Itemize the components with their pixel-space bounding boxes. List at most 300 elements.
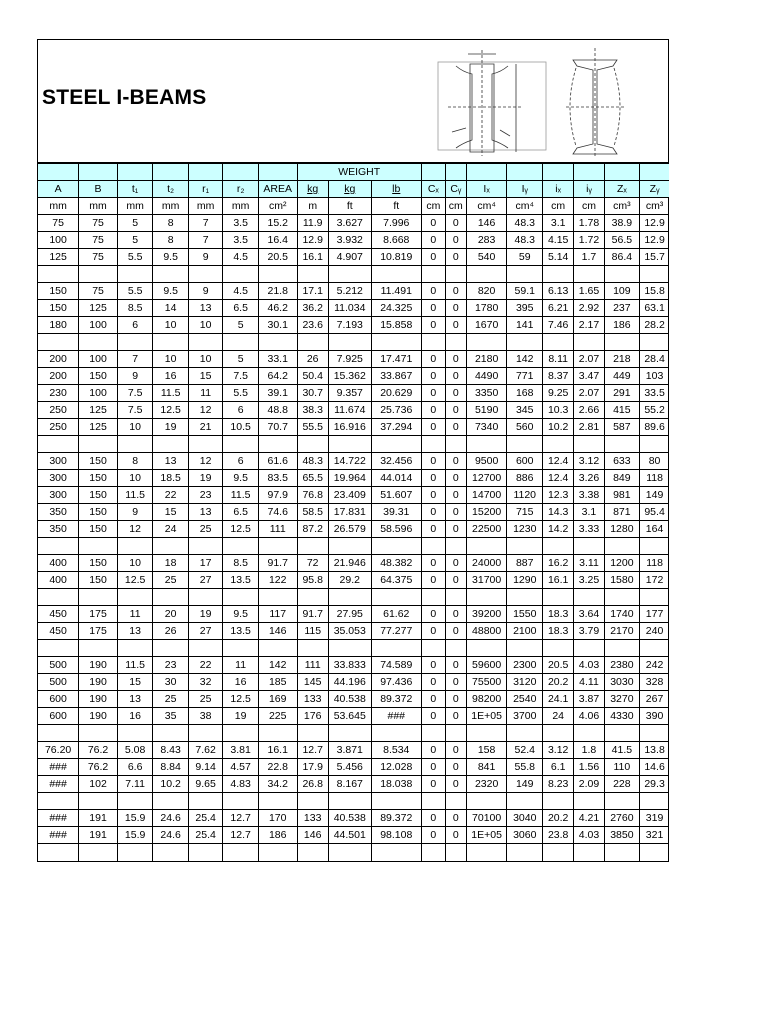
column-unit: cm⁴ (507, 198, 543, 215)
table-cell: 97.436 (371, 674, 421, 691)
table-cell: 1120 (507, 487, 543, 504)
table-cell: 10.819 (371, 249, 421, 266)
table-cell: 48.382 (371, 555, 421, 572)
blank-cell (153, 334, 189, 351)
table-cell: 75 (79, 283, 118, 300)
table-cell: 0 (421, 674, 445, 691)
table-cell: 9.5 (153, 283, 189, 300)
blank-cell (421, 266, 445, 283)
table-cell: 53.645 (328, 708, 371, 725)
table-row (38, 674, 669, 691)
blank-cell (507, 334, 543, 351)
table-cell: 319 (640, 810, 669, 827)
table-cell: 7.5 (223, 368, 259, 385)
table-cell: 2.92 (574, 300, 604, 317)
table-cell: 44.196 (328, 674, 371, 691)
table-cell: 125 (79, 402, 118, 419)
table-cell: 175 (79, 623, 118, 640)
table-cell: 23.6 (297, 317, 328, 334)
blank-cell (604, 844, 640, 861)
table-cell: 27 (188, 572, 222, 589)
table-cell: 600 (38, 708, 79, 725)
table-cell: 55.5 (297, 419, 328, 436)
table-cell: 771 (507, 368, 543, 385)
table-cell: 25.4 (188, 810, 222, 827)
header-empty-cell (188, 164, 222, 181)
table-row (38, 453, 669, 470)
table-cell: 7 (188, 215, 222, 232)
table-cell: 0 (445, 776, 466, 793)
table-cell: 89.6 (640, 419, 669, 436)
table-cell: 74.6 (258, 504, 297, 521)
table-cell: 91.7 (258, 555, 297, 572)
header-empty-cell (604, 164, 640, 181)
table-cell: 21.946 (328, 555, 371, 572)
table-cell: 16.2 (543, 555, 574, 572)
blank-cell (640, 725, 669, 742)
blank-cell (117, 793, 153, 810)
table-cell: 3.1 (543, 215, 574, 232)
column-unit: cm (421, 198, 445, 215)
table-cell: 450 (38, 623, 79, 640)
table-cell: 190 (79, 691, 118, 708)
table-cell: 33.833 (328, 657, 371, 674)
table-cell: 118 (640, 555, 669, 572)
blank-cell (466, 334, 507, 351)
table-cell: 87.2 (297, 521, 328, 538)
table-cell: 20.5 (543, 657, 574, 674)
table-cell: 86.4 (604, 249, 640, 266)
table-cell: 35.053 (328, 623, 371, 640)
table-cell: 11.5 (223, 487, 259, 504)
table-cell: 0 (445, 232, 466, 249)
blank-cell (604, 640, 640, 657)
blank-cell (466, 589, 507, 606)
table-cell: 2.81 (574, 419, 604, 436)
table-cell: 13.5 (223, 572, 259, 589)
table-cell: ### (371, 708, 421, 725)
table-cell: 10 (117, 419, 153, 436)
table-cell: 9.14 (188, 759, 222, 776)
table-cell: 6.5 (223, 300, 259, 317)
header-empty-cell (153, 164, 189, 181)
blank-row (38, 640, 669, 657)
blank-cell (117, 725, 153, 742)
table-cell: 17.831 (328, 504, 371, 521)
blank-cell (297, 334, 328, 351)
table-cell: 122 (258, 572, 297, 589)
table-cell: 12.4 (543, 470, 574, 487)
table-cell: 30.1 (258, 317, 297, 334)
table-cell: 871 (604, 504, 640, 521)
blank-cell (258, 436, 297, 453)
table-cell: 38 (188, 708, 222, 725)
table-cell: 46.2 (258, 300, 297, 317)
table-cell: 3.5 (223, 232, 259, 249)
table-cell: 39200 (466, 606, 507, 623)
table-row (38, 504, 669, 521)
blank-cell (445, 640, 466, 657)
blank-cell (543, 589, 574, 606)
column-header: t₁ (117, 181, 153, 198)
table-cell: 30.7 (297, 385, 328, 402)
blank-cell (421, 589, 445, 606)
blank-cell (574, 538, 604, 555)
blank-cell (445, 793, 466, 810)
column-header: Cᵧ (445, 181, 466, 198)
table-row (38, 657, 669, 674)
table-cell: 0 (445, 283, 466, 300)
table-cell: 176 (297, 708, 328, 725)
table-cell: 4.83 (223, 776, 259, 793)
table-cell: 8 (117, 453, 153, 470)
table-cell: 450 (38, 606, 79, 623)
table-cell: 16 (117, 708, 153, 725)
table-cell: 26 (297, 351, 328, 368)
table-cell: 37.294 (371, 419, 421, 436)
blank-cell (466, 266, 507, 283)
table-cell: 0 (445, 657, 466, 674)
blank-cell (640, 793, 669, 810)
table-cell: 0 (421, 419, 445, 436)
table-cell: 48.3 (507, 232, 543, 249)
table-cell: ### (38, 810, 79, 827)
table-cell: 10 (117, 555, 153, 572)
blank-cell (507, 793, 543, 810)
table-cell: 150 (38, 283, 79, 300)
table-cell: 32 (188, 674, 222, 691)
table-cell: 0 (445, 810, 466, 827)
column-header: lb (371, 181, 421, 198)
table-cell: 8 (153, 215, 189, 232)
table-cell: 19 (223, 708, 259, 725)
blank-cell (543, 640, 574, 657)
table-cell: 150 (79, 521, 118, 538)
table-cell: 0 (421, 691, 445, 708)
blank-cell (466, 640, 507, 657)
table-cell: 180 (38, 317, 79, 334)
table-cell: 64.2 (258, 368, 297, 385)
blank-cell (328, 538, 371, 555)
table-cell: 3120 (507, 674, 543, 691)
blank-cell (466, 793, 507, 810)
table-row (38, 606, 669, 623)
table-cell: 190 (79, 674, 118, 691)
table-cell: 12.5 (223, 521, 259, 538)
table-cell: 15.7 (640, 249, 669, 266)
header-empty-cell (466, 164, 507, 181)
table-cell: 0 (445, 300, 466, 317)
blank-cell (79, 538, 118, 555)
table-cell: 11.674 (328, 402, 371, 419)
table-cell: 27 (188, 623, 222, 640)
table-cell: 0 (421, 300, 445, 317)
table-cell: 16 (153, 368, 189, 385)
blank-cell (223, 640, 259, 657)
table-cell: 14.2 (543, 521, 574, 538)
table-cell: 15.362 (328, 368, 371, 385)
table-cell: 3.26 (574, 470, 604, 487)
blank-cell (640, 266, 669, 283)
table-cell: 12 (188, 402, 222, 419)
table-cell: 15.9 (117, 827, 153, 844)
table-cell: 820 (466, 283, 507, 300)
table-cell: 0 (421, 317, 445, 334)
blank-cell (543, 844, 574, 861)
table-cell: 172 (640, 572, 669, 589)
table-cell: 0 (445, 487, 466, 504)
table-cell: 18.5 (153, 470, 189, 487)
table-cell: 8.5 (223, 555, 259, 572)
blank-cell (507, 538, 543, 555)
table-cell: 24000 (466, 555, 507, 572)
table-cell: 0 (421, 827, 445, 844)
table-cell: 0 (445, 521, 466, 538)
table-cell: 10.3 (543, 402, 574, 419)
table-row (38, 419, 669, 436)
table-cell: 48800 (466, 623, 507, 640)
table-cell: 9.65 (188, 776, 222, 793)
table-cell: 13 (188, 300, 222, 317)
table-cell: 150 (79, 487, 118, 504)
table-cell: 15 (188, 368, 222, 385)
table-cell: 75 (79, 249, 118, 266)
table-cell: 23 (153, 657, 189, 674)
blank-cell (371, 844, 421, 861)
table-cell: 38.9 (604, 215, 640, 232)
table-cell: 146 (297, 827, 328, 844)
table-row (38, 521, 669, 538)
table-cell: 55.2 (640, 402, 669, 419)
column-header: Iᵧ (507, 181, 543, 198)
table-cell: 190 (79, 657, 118, 674)
table-cell: 44.014 (371, 470, 421, 487)
table-cell: 0 (421, 504, 445, 521)
table-row (38, 742, 669, 759)
blank-cell (640, 436, 669, 453)
table-cell: 48.8 (258, 402, 297, 419)
blank-cell (79, 844, 118, 861)
table-cell: 400 (38, 555, 79, 572)
table-cell: 19.964 (328, 470, 371, 487)
blank-cell (640, 844, 669, 861)
table-cell: 500 (38, 657, 79, 674)
table-cell: 887 (507, 555, 543, 572)
table-cell: 0 (421, 606, 445, 623)
table-cell: 12.4 (543, 453, 574, 470)
blank-cell (574, 793, 604, 810)
column-header: Cₓ (421, 181, 445, 198)
table-cell: 228 (604, 776, 640, 793)
table-cell: 59.1 (507, 283, 543, 300)
blank-cell (153, 589, 189, 606)
blank-cell (258, 266, 297, 283)
blank-cell (258, 589, 297, 606)
blank-cell (38, 538, 79, 555)
table-row (38, 691, 669, 708)
blank-cell (297, 640, 328, 657)
table-cell: 2380 (604, 657, 640, 674)
table-cell: 13 (117, 623, 153, 640)
table-cell: 58.5 (297, 504, 328, 521)
blank-cell (445, 844, 466, 861)
table-row (38, 368, 669, 385)
table-cell: 1740 (604, 606, 640, 623)
blank-cell (188, 589, 222, 606)
blank-cell (604, 538, 640, 555)
blank-cell (445, 589, 466, 606)
blank-cell (38, 334, 79, 351)
table-cell: 72 (297, 555, 328, 572)
table-cell: 5 (223, 351, 259, 368)
blank-cell (153, 266, 189, 283)
table-cell: 102 (79, 776, 118, 793)
table-cell: 100 (79, 351, 118, 368)
table-cell: 76.2 (79, 742, 118, 759)
table-cell: 9.357 (328, 385, 371, 402)
table-row (38, 351, 669, 368)
table-cell: 8.11 (543, 351, 574, 368)
blank-cell (258, 640, 297, 657)
header-empty-cell (445, 164, 466, 181)
blank-cell (604, 266, 640, 283)
table-cell: 3.79 (574, 623, 604, 640)
header-empty-cell (543, 164, 574, 181)
table-cell: 149 (507, 776, 543, 793)
blank-cell (297, 266, 328, 283)
header-empty-cell (38, 164, 79, 181)
table-cell: 7.62 (188, 742, 222, 759)
table-cell: 0 (421, 776, 445, 793)
table-row (38, 232, 669, 249)
table-cell: 19 (188, 470, 222, 487)
blank-row (38, 538, 669, 555)
table-cell: 10.2 (153, 776, 189, 793)
blank-cell (79, 436, 118, 453)
table-cell: 133 (297, 810, 328, 827)
table-cell: 4.57 (223, 759, 259, 776)
table-cell: 22500 (466, 521, 507, 538)
table-cell: 1290 (507, 572, 543, 589)
blank-cell (258, 538, 297, 555)
table-cell: 0 (421, 555, 445, 572)
table-cell: 15 (117, 674, 153, 691)
table-cell: 15.2 (258, 215, 297, 232)
i-beam-table (38, 163, 669, 861)
table-cell: 849 (604, 470, 640, 487)
blank-cell (604, 725, 640, 742)
table-cell: 56.5 (604, 232, 640, 249)
table-cell: 186 (604, 317, 640, 334)
blank-cell (79, 725, 118, 742)
blank-row (38, 844, 669, 861)
table-cell: 1670 (466, 317, 507, 334)
table-cell: 540 (466, 249, 507, 266)
blank-cell (371, 538, 421, 555)
table-cell: 1.65 (574, 283, 604, 300)
table-cell: 12.5 (153, 402, 189, 419)
table-cell: 70.7 (258, 419, 297, 436)
table-cell: 18.038 (371, 776, 421, 793)
i-beam-diagram (408, 44, 666, 158)
blank-cell (574, 589, 604, 606)
table-cell: 76.8 (297, 487, 328, 504)
blank-cell (153, 844, 189, 861)
blank-cell (38, 436, 79, 453)
table-cell: 12 (117, 521, 153, 538)
table-cell: 77.277 (371, 623, 421, 640)
table-cell: 8.534 (371, 742, 421, 759)
table-cell: 150 (38, 300, 79, 317)
table-cell: 38.3 (297, 402, 328, 419)
table-cell: 0 (445, 606, 466, 623)
blank-cell (507, 266, 543, 283)
table-cell: 26.579 (328, 521, 371, 538)
table-cell: 150 (79, 504, 118, 521)
table-cell: 28.2 (640, 317, 669, 334)
table-cell: 0 (445, 555, 466, 572)
table-cell: 185 (258, 674, 297, 691)
table-cell: 321 (640, 827, 669, 844)
column-unit: cm² (258, 198, 297, 215)
table-cell: 24 (153, 521, 189, 538)
table-cell: 168 (507, 385, 543, 402)
blank-cell (153, 640, 189, 657)
column-unit: cm (574, 198, 604, 215)
table-cell: 3850 (604, 827, 640, 844)
blank-cell (543, 266, 574, 283)
blank-cell (543, 793, 574, 810)
blank-cell (153, 538, 189, 555)
table-cell: 3.627 (328, 215, 371, 232)
table-cell: 27.95 (328, 606, 371, 623)
table-cell: 10 (117, 470, 153, 487)
blank-row (38, 266, 669, 283)
table-cell: 12.7 (297, 742, 328, 759)
table-cell: 3.932 (328, 232, 371, 249)
table-cell: 20.2 (543, 674, 574, 691)
table-cell: 25 (188, 691, 222, 708)
table-cell: 2.07 (574, 351, 604, 368)
table-row (38, 470, 669, 487)
table-cell: 0 (421, 232, 445, 249)
table-cell: 0 (421, 215, 445, 232)
table-cell: 10 (188, 317, 222, 334)
table-cell: ### (38, 759, 79, 776)
table-cell: 17 (188, 555, 222, 572)
table-cell: 3.5 (223, 215, 259, 232)
column-unit: cm (543, 198, 574, 215)
table-cell: 31700 (466, 572, 507, 589)
table-cell: 13 (117, 691, 153, 708)
table-cell: 7 (117, 351, 153, 368)
blank-cell (640, 334, 669, 351)
table-cell: 25.4 (188, 827, 222, 844)
table-cell: 14.722 (328, 453, 371, 470)
blank-cell (188, 793, 222, 810)
table-cell: 133 (297, 691, 328, 708)
blank-cell (258, 844, 297, 861)
table-cell: 2.17 (574, 317, 604, 334)
blank-cell (328, 725, 371, 742)
table-cell: 48.3 (297, 453, 328, 470)
blank-cell (223, 844, 259, 861)
table-cell: 230 (38, 385, 79, 402)
blank-cell (421, 334, 445, 351)
table-cell: 0 (421, 521, 445, 538)
table-cell: 2170 (604, 623, 640, 640)
table-cell: 33.1 (258, 351, 297, 368)
